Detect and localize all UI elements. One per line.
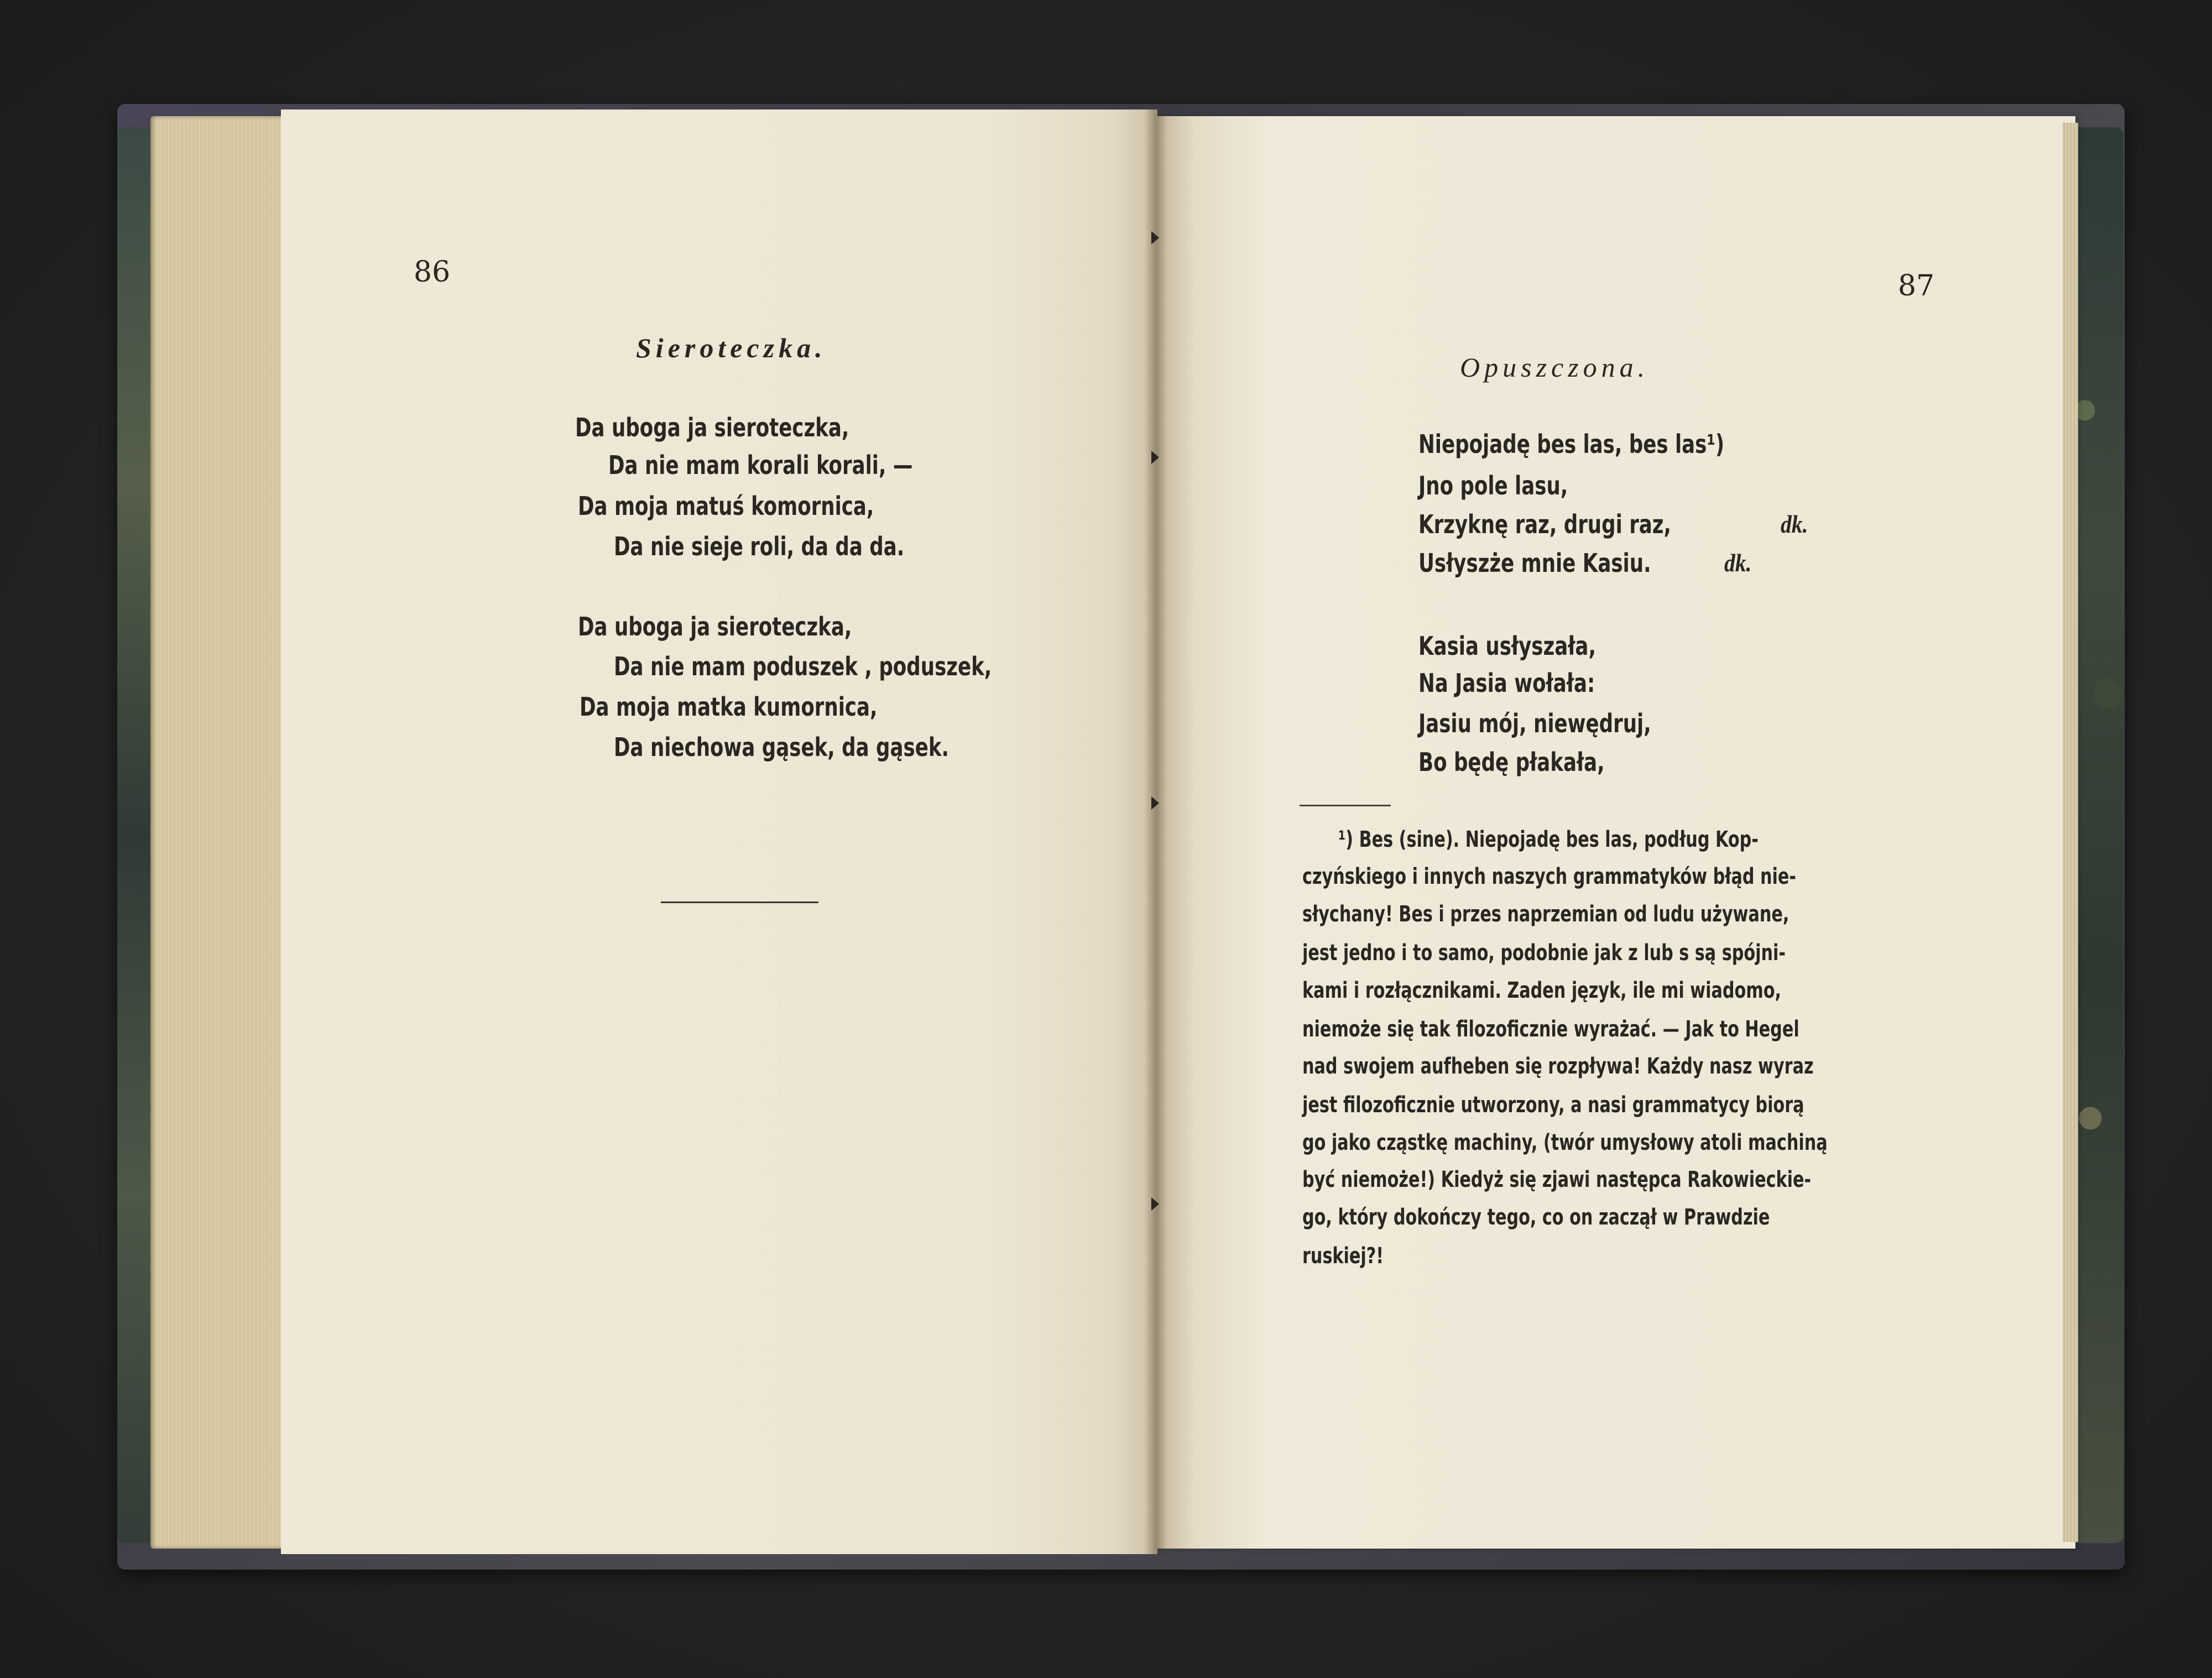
- right-verse-line: Bo będę płakała,: [1418, 747, 1605, 777]
- footnote-line: niemoże się tak filozoficznie wyrażać. — Jak to Hegel: [1302, 1017, 1799, 1042]
- footnote-line: ¹) Bes (sine). Niepojadę bes las, podług Kop-: [1338, 827, 1759, 852]
- footnote-line: ruskiej?!: [1302, 1243, 1384, 1269]
- right-verse-line: Jno pole lasu,: [1418, 471, 1568, 501]
- footnote-line: być niemoże!) Kiedyż się zjawi następca Rakowieckie-: [1302, 1167, 1812, 1192]
- footnote-line: czyńskiego i innych naszych grammatyków błąd nie-: [1302, 864, 1796, 889]
- footnote-line: słychany! Bes i przes naprzemian od ludu używane,: [1302, 901, 1790, 927]
- right-verse-line: Kasia usłyszała,: [1418, 631, 1596, 661]
- right-poem-title: Opuszczona.: [1460, 352, 1650, 383]
- page-stack-edge: [150, 116, 289, 1549]
- left-verse-line: Da moja matka kumornica,: [580, 692, 878, 722]
- left-verse-line: Da uboga ja sieroteczka,: [578, 612, 852, 642]
- left-verse-line: Da nie mam poduszek , poduszek,: [614, 652, 992, 681]
- footnote-line: kami i rozłącznikami. Zaden język, ile mi wiadomo,: [1302, 978, 1782, 1003]
- footnote-line: jest jedno i to samo, podobnie jak z lub s są spójni-: [1302, 940, 1786, 966]
- right-verse-line: Na Jasia wołała:: [1418, 668, 1595, 698]
- left-verse-line: Da niechowa gąsek, da gąsek.: [614, 732, 950, 762]
- left-page-number: 86: [414, 256, 451, 289]
- right-verse-line: Usłyszże mnie Kasiu.: [1418, 548, 1651, 578]
- book-gutter: [1145, 110, 1167, 1554]
- section-rule: [661, 901, 818, 903]
- right-verse-line: Jasiu mój, niewędruj,: [1418, 708, 1651, 738]
- footnote-line: nad swojem aufheben się rozpływa! Każdy nasz wyraz: [1302, 1054, 1814, 1079]
- left-verse-line: Da moja matuś komornica,: [578, 491, 874, 521]
- right-page-number: 87: [1898, 269, 1935, 303]
- left-page: [281, 110, 1157, 1554]
- left-poem-title: Sieroteczka.: [636, 332, 827, 363]
- footnote-line: go jako cząstkę machiny, (twór umysłowy atoli machiną: [1302, 1130, 1828, 1155]
- left-verse-line: Da nie mam korali korali, —: [608, 450, 913, 480]
- refrain-marker: dk.: [1781, 510, 1808, 538]
- refrain-marker: dk.: [1724, 549, 1752, 577]
- footnote-line: jest filozoficznie utworzony, a nasi grammatycy biorą: [1302, 1092, 1804, 1118]
- right-verse-line: Niepojadę bes las, bes las¹): [1418, 429, 1725, 459]
- left-verse-line: Da uboga ja sieroteczka,: [575, 413, 849, 442]
- footnote-line: go, który dokończy tego, co on zaczął w Prawdzie: [1302, 1205, 1770, 1230]
- left-verse-line: Da nie sieje roli, da da da.: [614, 531, 905, 561]
- footnote-rule: [1300, 805, 1391, 806]
- right-page-stack-edge: [2063, 123, 2078, 1542]
- right-verse-line: Krzyknę raz, drugi raz,: [1418, 509, 1671, 539]
